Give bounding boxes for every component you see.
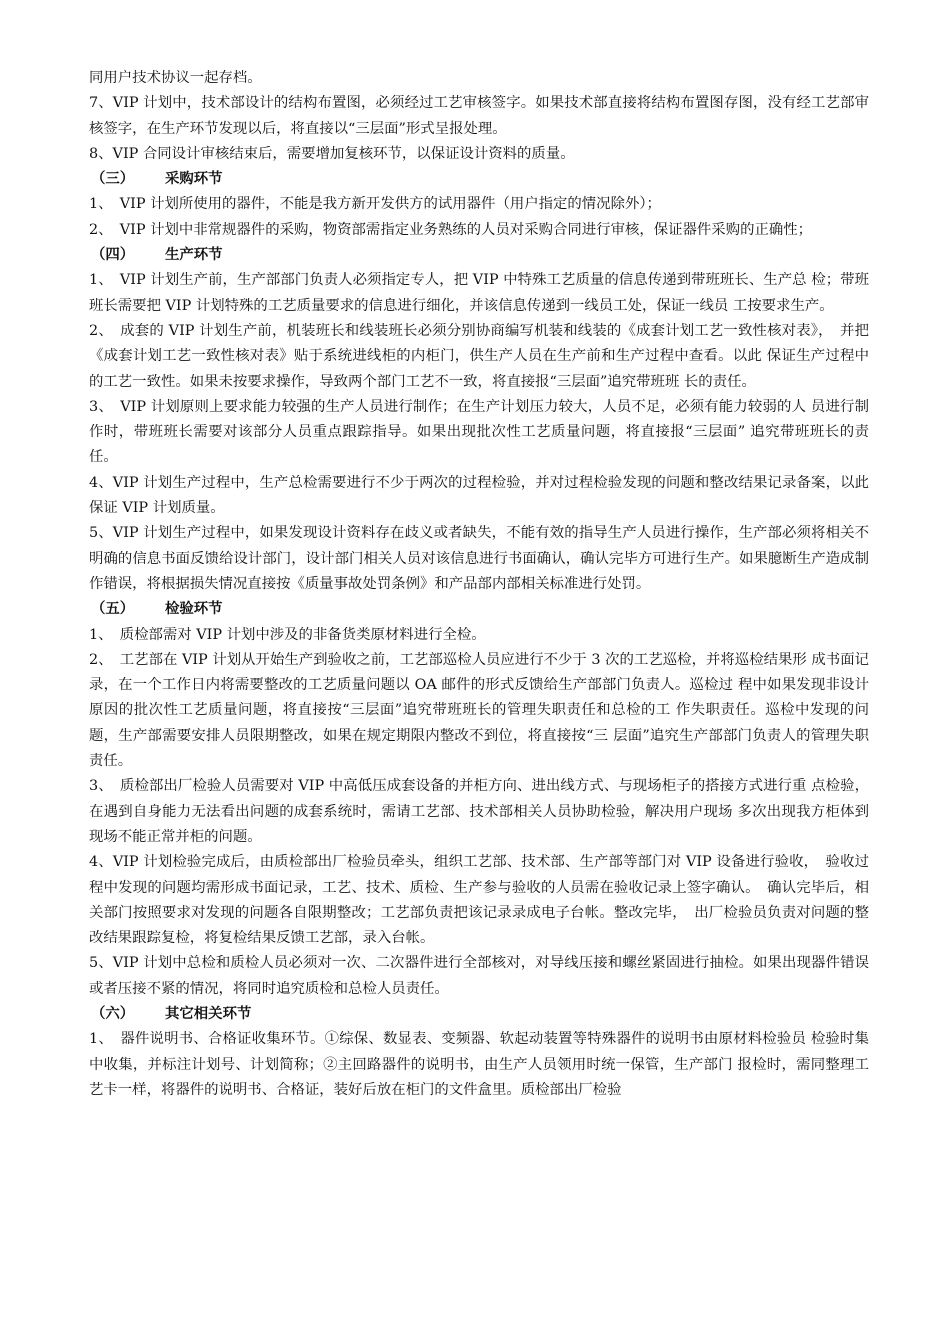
paragraph: 4、VIP 计划检验完成后，由质检部出厂检验员牵头，组织工艺部、技术部、生产部等部门对 VIP 设备进行验收， 验收过程中发现的问题均需形成书面记录，工艺、技术、质检、生产参与验收的人员需在验收记录上签字确认。 确认完毕后，相关部门按照要求对发现的问题各自限期整改；工艺部负责把该记录录成电子台帐。整改完毕， 出厂检验员负责对问题的整改结果跟踪复检，将复检结果反馈工艺部，录入台帐。 [89, 854, 869, 947]
paragraph: 5、VIP 计划生产过程中，如果发现设计资料存在歧义或者缺失，不能有效的指导生产人员进行操作，生产部必须将相关不明确的信息书面反馈给设计部门，设计部门相关人员对该信息进行书面确认，确认完毕方可进行生产。如果臆断生产造成制作错误，将根据损失情况直接按《质量事故处罚条例》和产品部内部相关标准进行处罚。 [89, 525, 869, 592]
section-title: 检验环节 [165, 601, 223, 618]
paragraph: 5、VIP 计划中总检和质检人员必须对一次、二次器件进行全部核对，对导线压接和螺丝紧固进行抽检。如果出现器件错误或者压接不紧的情况，将同时追究质检和总检人员责任。 [89, 955, 869, 997]
paragraph: 2、 成套的 VIP 计划生产前，机装班长和线装班长必须分别协商编写机装和线装的《成套计划工艺一致性核对表》， 并把《成套计划工艺一致性核对表》贴于系统进线柜的内柜门，供生产人员在生产前和生产过程中查看。以此 保证生产过程中的工艺一致性。如果未按要求操作，导致两个部门工艺不一致，将直接报“三层面”追究带班班 长的责任。 [89, 322, 869, 390]
section-heading-production [89, 243, 869, 268]
section-number: （六） [91, 1005, 135, 1022]
section-heading-procurement [89, 167, 869, 192]
paragraph: 4、VIP 计划生产过程中，生产总检需要进行不少于两次的过程检验，并对过程检验发现的问题和整改结果记录备案，以此保证 VIP 计划质量。 [89, 474, 869, 517]
section-heading-other [89, 1002, 869, 1027]
section-title: 生产环节 [165, 247, 223, 264]
section-number: （三） [91, 171, 135, 188]
paragraph: 2、 VIP 计划中非常规器件的采购，物资部需指定业务熟练的人员对采购合同进行审核，保证器件采购的正确性； [89, 221, 813, 238]
document-page [89, 66, 869, 1103]
paragraph: 8、VIP 合同设计审核结束后，需要增加复核环节，以保证设计资料的质量。 [89, 145, 575, 162]
paragraph: 3、 VIP 计划原则上要求能力较强的生产人员进行制作；在生产计划压力较大，人员不足，必须有能力较弱的人 员进行制作时，带班班长需要对该部分人员重点跟踪指导。如果出现批次性工艺质量问题，将直接报“三层面” 追究带班班长的责任。 [89, 398, 869, 466]
section-heading-inspection [89, 597, 869, 622]
section-number: （五） [91, 601, 135, 618]
paragraph: 1、 VIP 计划所使用的器件，不能是我方新开发供方的试用器件（用户指定的情况除外）； [89, 196, 661, 213]
paragraph: 1、 器件说明书、合格证收集环节。①综保、数显表、变频器、软起动装置等特殊器件的说明书由原材料检验员 检验时集中收集，并标注计划号、计划简称；②主回路器件的说明书，由生产人员领用时统一保管，生产部门 报检时，需同整理工艺卡一样，将器件的说明书、合格证，装好后放在柜门的文件盒里。质检部出厂检验 [89, 1031, 869, 1098]
section-title: 其它相关环节 [165, 1005, 252, 1022]
paragraph: 1、 VIP 计划生产前，生产部部门负责人必须指定专人，把 VIP 中特殊工艺质量的信息传递到带班班长、生产总 检；带班班长需要把 VIP 计划特殊的工艺质量要求的信息进行细化，并该信息传递到一线员工处，保证一线员 工按要求生产。 [89, 272, 869, 314]
paragraph: 1、 质检部需对 VIP 计划中涉及的非备货类原材料进行全检。 [89, 626, 486, 643]
paragraph: 3、 质检部出厂检验人员需要对 VIP 中高低压成套设备的并柜方向、进出线方式、与现场柜子的搭接方式进行重 点检验，在遇到自身能力无法看出问题的成套系统时，需请工艺部、技术部相关人员协助检验，解决用户现场 多次出现我方柜体到现场不能正常并柜的问题。 [89, 778, 869, 845]
section-number: （四） [91, 247, 135, 264]
paragraph: 同用户技术协议一起存档。 [89, 70, 262, 86]
paragraph: 7、VIP 计划中，技术部设计的结构布置图，必须经过工艺审核签字。如果技术部直接将结构布置图存图，没有经工艺部审核签字，在生产环节发现以后，将直接以“三层面”形式呈报处理。 [89, 95, 869, 137]
paragraph: 2、 工艺部在 VIP 计划从开始生产到验收之前，工艺部巡检人员应进行不少于 3 次的工艺巡检，并将巡检结果形 成书面记录，在一个工作日内将需要整改的工艺质量问题以 OA 邮件的形式反馈给生产部部门负责人。巡检过 程中如果发现非设计原因的批次性工艺质量问题，将直接按“三层面”追究带班班长的管理失职责任和总检的工 作失职责任。巡检中发现的问题，生产部需要安排人员限期整改，如果在规定期限内整改不到位，将直接按“三 层面”追究生产部部门负责人的管理失职责任。 [89, 651, 869, 770]
section-title: 采购环节 [165, 171, 223, 188]
